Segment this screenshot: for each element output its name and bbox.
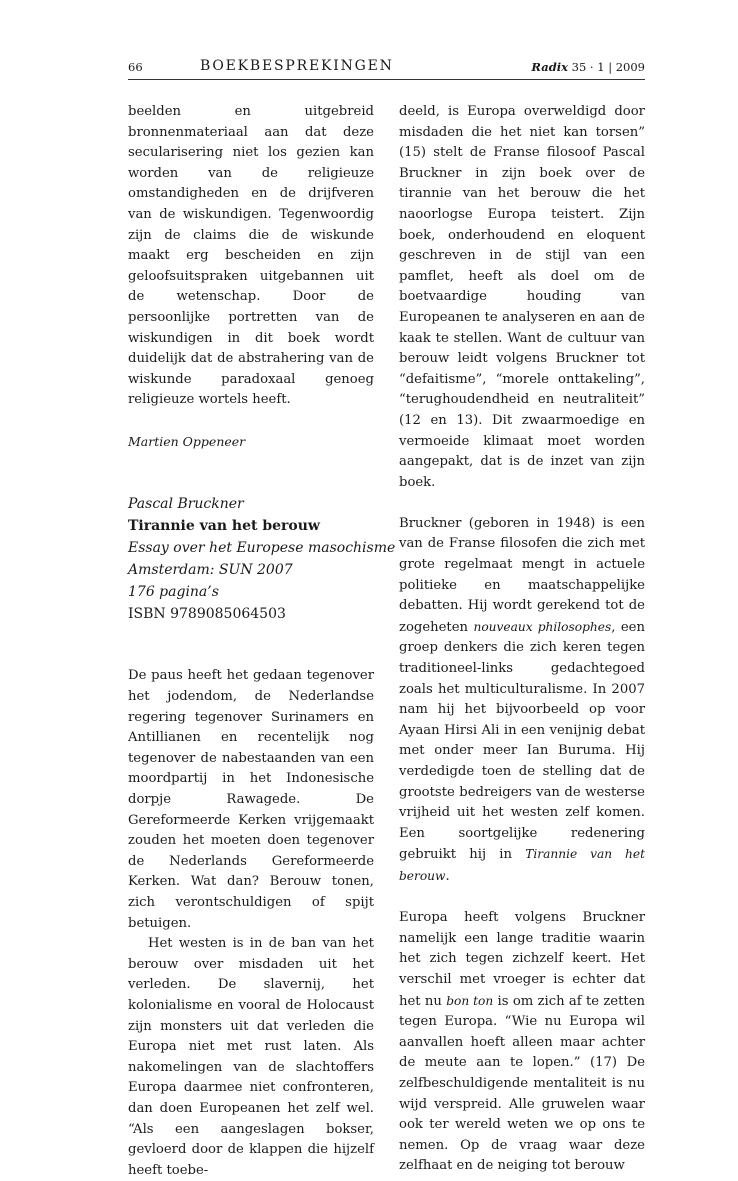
paragraph: De paus heeft het gedaan tegenover het jodendom, de Nederlandse regering tegenover Surinamers en Antillianen en recentelijk nog tegenover de nabestaanden van een moordpartij in het Indonesische dorpje Rawagede. De Gereformeerde Kerken vrijgemaakt zouden het moeten doen tegenover de Nederlands Gereformeerde Kerken. Wat dan? Berouw tonen, zich verontschuldigen of spijt betuigen.	[128, 668, 374, 931]
journal-issue: 35 · 1 | 2009	[571, 60, 645, 74]
book-publisher: Amsterdam: SUN 2007	[128, 562, 293, 579]
paragraph: beelden en uitgebreid bronnenmateriaal aan dat deze secularisering niet los gezien kan worden van de religieuze omstandigheden en de drijfveren van de wiskundigen. Tegenwoordig zijn de claims die de wiskunde maakt erg bescheiden en zijn geloofsuitspraken uitgebannen uit de wetenschap. Door de persoonlijke portretten van de wiskundigen in dit boek wordt duidelijk dat de abstrahering van de wiskunde paradoxaal genoeg religieuze wortels heeft.	[128, 104, 374, 408]
header-rule	[128, 79, 645, 80]
paragraph: Bruckner (geboren in 1948) is een van de Franse filosofen die zich met grote regelmaat mengt in actuele politieke en maatschappelijke debatten. Hij wordt gerekend tot de zogeheten nouveaux philosophes, een groep denkers die zich keren tegen traditioneel-links gedachtegoed zoals het multiculturalisme. In 2007 nam hij het bijvoorbeeld op voor Ayaan Hirsi Ali in een venijnig debat met onder meer Ian Buruma. Hij verdedigde toen de stelling dat de grootste bedreigers van de westerse vrijheid uit het westen zelf komen. Een soortgelijke redenering gebruikt hij in Tirannie van het berouw.	[399, 515, 645, 884]
page-number: 66	[128, 60, 143, 74]
book-bibliography	[128, 493, 396, 625]
book-isbn: ISBN 9789085064503	[128, 606, 286, 623]
left-column	[128, 102, 396, 1181]
paragraph: Europa heeft volgens Bruckner namelijk een lange traditie waarin het zich tegen zichzelf keert. Het verschil met vroeger is echter dat het nu bon ton is om zich af te zetten tegen Europa. “Wie nu Europa wil aanvallen hoeft alleen maar achter de meute aan te lopen.” (17) De zelfbeschuldigende mentaliteit is nu wijd verspreid. Alle gruwelen waar ook ter wereld weten we op ons te nemen. Op de vraag waar deze zelfhaat en de neiging tot berouw	[399, 910, 646, 1174]
emphasis: Tirannie van het berouw	[399, 847, 645, 883]
paragraph: Het westen is in de ban van het berouw over misdaden uit het verleden. De slavernij, het kolonialisme en vooral de Holocaust zijn monsters uit dat verleden die Europa niet met rust laten. Als nakomelingen van de slachtoffers Europa daarmee niet confronteren, dan doen Europeanen het zelf wel. “Als een aangeslagen bokser, gevloerd door de klappen die hijzelf heeft toebe-	[128, 936, 374, 1178]
section-title: BOEKBESPREKINGEN	[200, 58, 394, 74]
paragraph: deeld, is Europa overweldigd door misdaden die het niet kan torsen” (15) stelt de Franse filosoof Pascal Bruckner in zijn boek over de tirannie van het berouw die het naoorlogse Europa teistert. Zijn boek, onderhoudend en eloquent geschreven in de stijl van een pamflet, heeft als doel om de boetvaardige houding van Europeanen te analyseren en aan de kaak te stellen. Want de cultuur van berouw leidt volgens Bruckner tot “defaitisme”, “morele onttakeling”, “terughoudendheid en neutraliteit” (12 en 13). Dit zwaarmoedige en vermoeide klimaat moet worden aangepakt, dat is de inzet van zijn boek.	[399, 104, 645, 490]
emphasis: bon ton	[446, 993, 494, 1008]
right-column	[399, 102, 645, 1177]
book-author: Pascal Bruckner	[128, 496, 244, 513]
review-signature: Martien Oppeneer	[128, 433, 246, 449]
book-subtitle: Essay over het Europese masochisme	[128, 540, 396, 557]
emphasis: nouveaux philosophes	[473, 619, 612, 634]
journal-reference	[531, 60, 645, 74]
book-pages: 176 pagina’s	[128, 584, 219, 601]
journal-name: Radix	[531, 60, 568, 74]
book-title: Tirannie van het berouw	[128, 518, 320, 535]
running-header	[128, 58, 645, 78]
